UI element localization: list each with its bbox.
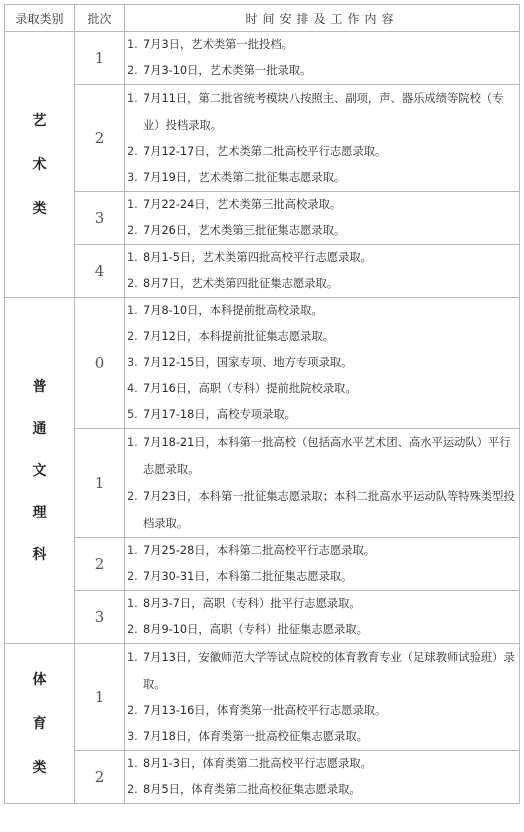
list-item bbox=[127, 58, 515, 84]
category-char: 科 bbox=[32, 546, 47, 563]
batch-cell: 3 bbox=[75, 591, 125, 644]
list-item bbox=[127, 644, 515, 698]
item-text: 7月13日，安徽师范大学等试点院校的体育教育专业（足球教师试验班）录取。 bbox=[143, 651, 515, 691]
category-char: 类 bbox=[32, 759, 47, 776]
table-row bbox=[5, 751, 520, 804]
category-char: 育 bbox=[32, 715, 47, 732]
batch-cell: 3 bbox=[75, 192, 125, 245]
list-item bbox=[127, 298, 515, 324]
table-row bbox=[5, 32, 520, 85]
category-char: 普 bbox=[32, 378, 47, 395]
item-number: 2. bbox=[127, 145, 138, 158]
item-number: 1. bbox=[127, 38, 138, 51]
item-text: 7月17-18日，高校专项录取。 bbox=[143, 408, 296, 421]
category-char: 艺 bbox=[32, 112, 47, 129]
list-item bbox=[127, 564, 515, 590]
schedule-items-cell bbox=[125, 538, 520, 591]
item-text: 7月23日，本科第一批征集志愿录取；本科二批高水平运动队等特殊类型投档录取。 bbox=[143, 490, 515, 530]
item-number: 1. bbox=[127, 251, 138, 264]
item-number: 3. bbox=[127, 730, 138, 743]
list-item bbox=[127, 271, 515, 297]
item-text: 8月7日，艺术类第四批征集志愿录取。 bbox=[143, 277, 339, 290]
item-text: 7月16日，高职（专科）提前批院校录取。 bbox=[143, 382, 357, 395]
item-text: 8月1-5日，艺术类第四批高校平行志愿录取。 bbox=[143, 251, 372, 264]
item-number: 1. bbox=[127, 651, 138, 664]
list-item bbox=[127, 324, 515, 350]
item-number: 2. bbox=[127, 783, 138, 796]
batch-cell: 1 bbox=[75, 32, 125, 85]
schedule-items-cell bbox=[125, 591, 520, 644]
batch-cell: 2 bbox=[75, 751, 125, 804]
schedule-items-cell bbox=[125, 245, 520, 298]
item-number: 2. bbox=[127, 490, 138, 503]
list-item bbox=[127, 245, 515, 271]
list-item bbox=[127, 538, 515, 564]
header-batch: 批次 bbox=[75, 5, 125, 32]
item-number: 2. bbox=[127, 704, 138, 717]
item-number: 3. bbox=[127, 171, 138, 184]
schedule-items-cell bbox=[125, 192, 520, 245]
item-number: 3. bbox=[127, 356, 138, 369]
category-char: 理 bbox=[32, 504, 47, 521]
item-number: 1. bbox=[127, 757, 138, 770]
admission-schedule-table bbox=[4, 4, 520, 804]
list-item bbox=[127, 139, 515, 165]
table-row bbox=[5, 538, 520, 591]
item-number: 5. bbox=[127, 408, 138, 421]
item-text: 8月9-10日，高职（专科）批征集志愿录取。 bbox=[143, 623, 368, 636]
item-number: 2. bbox=[127, 623, 138, 636]
item-number: 2. bbox=[127, 330, 138, 343]
table-row bbox=[5, 429, 520, 538]
schedule-items-cell bbox=[125, 644, 520, 751]
item-text: 7月22-24日，艺术类第三批高校录取。 bbox=[143, 198, 342, 211]
schedule-items-cell bbox=[125, 429, 520, 538]
item-number: 1. bbox=[127, 597, 138, 610]
item-text: 7月19日，艺术类第二批征集志愿录取。 bbox=[143, 171, 346, 184]
category-char: 通 bbox=[32, 420, 47, 437]
item-text: 7月13-16日，体育类第一批高校平行志愿录取。 bbox=[143, 704, 387, 717]
list-item bbox=[127, 483, 515, 537]
batch-cell: 4 bbox=[75, 245, 125, 298]
table-row bbox=[5, 245, 520, 298]
item-number: 2. bbox=[127, 224, 138, 237]
table-row bbox=[5, 192, 520, 245]
batch-cell: 2 bbox=[75, 85, 125, 192]
list-item bbox=[127, 777, 515, 803]
schedule-items-cell bbox=[125, 751, 520, 804]
category-char: 体 bbox=[32, 671, 47, 688]
item-text: 7月18-21日，本科第一批高校（包括高水平艺术团、高水平运动队）平行志愿录取。 bbox=[143, 436, 511, 476]
item-text: 7月25-28日，本科第二批高校平行志愿录取。 bbox=[143, 544, 376, 557]
list-item bbox=[127, 698, 515, 724]
item-number: 1. bbox=[127, 436, 138, 449]
item-text: 7月3-10日，艺术类第一批录取。 bbox=[143, 64, 312, 77]
table-header-row bbox=[5, 5, 520, 32]
schedule-items-cell bbox=[125, 32, 520, 85]
item-text: 8月1-3日，体育类第二批高校平行志愿录取。 bbox=[143, 757, 372, 770]
table-row bbox=[5, 644, 520, 751]
batch-cell: 0 bbox=[75, 298, 125, 429]
table-row bbox=[5, 591, 520, 644]
item-text: 7月12-15日，国家专项、地方专项录取。 bbox=[143, 356, 353, 369]
item-text: 7月11日，第二批省统考模块八按照主、副项，声、器乐成绩等院校（专业）投档录取。 bbox=[143, 92, 504, 132]
category-char: 类 bbox=[32, 200, 47, 217]
list-item bbox=[127, 617, 515, 643]
item-text: 8月3-7日，高职（专科）批平行志愿录取。 bbox=[143, 597, 361, 610]
item-text: 7月26日，艺术类第三批征集志愿录取。 bbox=[143, 224, 346, 237]
item-number: 1. bbox=[127, 304, 138, 317]
list-item bbox=[127, 350, 515, 376]
item-text: 7月18日，体育类第一批高校征集志愿录取。 bbox=[143, 730, 368, 743]
batch-cell: 1 bbox=[75, 644, 125, 751]
batch-cell: 2 bbox=[75, 538, 125, 591]
category-char: 文 bbox=[32, 462, 47, 479]
category-char: 术 bbox=[32, 156, 47, 173]
schedule-items-cell bbox=[125, 85, 520, 192]
item-number: 1. bbox=[127, 544, 138, 557]
item-text: 7月3日，艺术类第一批投档。 bbox=[143, 38, 293, 51]
list-item bbox=[127, 429, 515, 483]
item-number: 1. bbox=[127, 198, 138, 211]
list-item bbox=[127, 724, 515, 750]
table-row bbox=[5, 298, 520, 429]
batch-cell: 1 bbox=[75, 429, 125, 538]
table-row bbox=[5, 85, 520, 192]
list-item bbox=[127, 591, 515, 617]
list-item bbox=[127, 218, 515, 244]
list-item bbox=[127, 32, 515, 58]
item-text: 7月12日，本科提前批征集志愿录取。 bbox=[143, 330, 335, 343]
list-item bbox=[127, 376, 515, 402]
list-item bbox=[127, 192, 515, 218]
header-category: 录取类别 bbox=[5, 5, 75, 32]
item-text: 7月8-10日，本科提前批高校录取。 bbox=[143, 304, 323, 317]
item-number: 4. bbox=[127, 382, 138, 395]
list-item bbox=[127, 165, 515, 191]
category-cell bbox=[5, 298, 75, 644]
item-text: 7月30-31日，本科第二批征集志愿录取。 bbox=[143, 570, 353, 583]
item-number: 2. bbox=[127, 570, 138, 583]
item-number: 1. bbox=[127, 92, 138, 105]
table-body bbox=[5, 32, 520, 804]
item-text: 7月12-17日，艺术类第二批高校平行志愿录取。 bbox=[143, 145, 387, 158]
item-number: 2. bbox=[127, 277, 138, 290]
item-number: 2. bbox=[127, 64, 138, 77]
header-content: 时间安排及工作内容 bbox=[125, 5, 520, 32]
category-cell bbox=[5, 644, 75, 804]
schedule-items-cell bbox=[125, 298, 520, 429]
list-item bbox=[127, 751, 515, 777]
list-item bbox=[127, 402, 515, 428]
category-cell bbox=[5, 32, 75, 298]
item-text: 8月5日，体育类第二批高校征集志愿录取。 bbox=[143, 783, 361, 796]
list-item bbox=[127, 85, 515, 139]
